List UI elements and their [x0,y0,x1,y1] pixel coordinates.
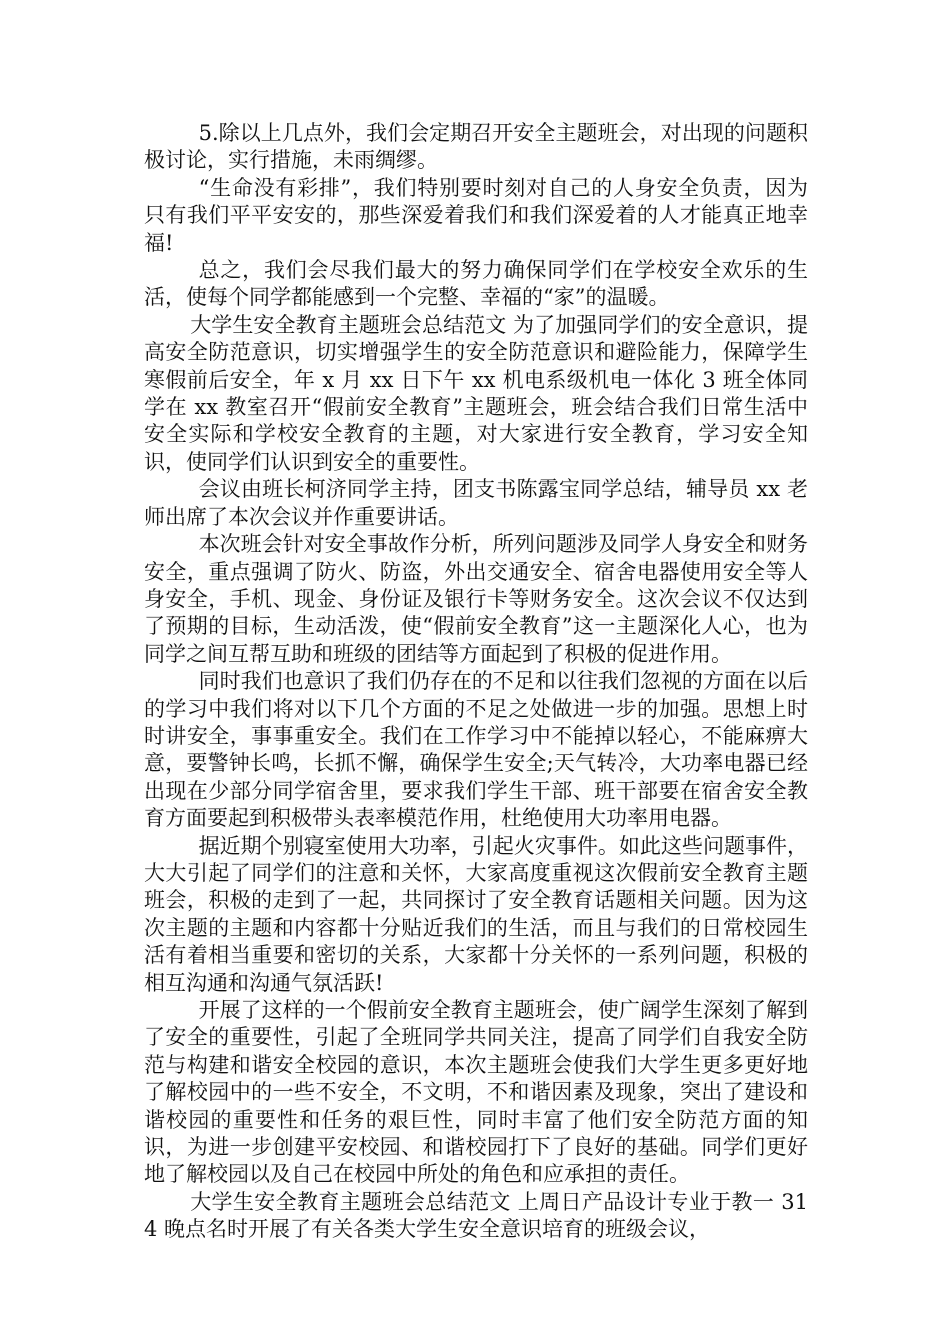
paragraph-meeting-host: 会议由班长柯济同学主持，团支书陈露宝同学总结，辅导员 xx 老师出席了本次会议并作重要讲话。 [144,477,808,529]
paragraph-no-rehearsal: “生命没有彩排”，我们特别要时刻对自己的人身安全负责，因为只有我们平平安安的，那些深爱着我们和我们深爱着的人才能真正地幸福! [144,175,808,255]
paragraph-conclusion: 总之，我们会尽我们最大的努力确保同学们在学校安全欢乐的生活，使每个同学都能感到一个完整、幸福的“家”的温暖。 [144,258,808,310]
paragraph-accident-analysis: 本次班会针对安全事故作分析，所列问题涉及同学人身安全和财务安全，重点强调了防火、防盗，外出交通安全、宿舍电器使用安全等人身安全，手机、现金、身份证及银行卡等财务安全。这次会议不仅达到了预期的目标，生动活泼，使“假前安全教育”这一主题深化人心，也为同学之间互帮互助和班级的团结等方面起到了积极的促进作用。 [144,532,808,666]
paragraph-meeting-effect: 开展了这样的一个假前安全教育主题班会，使广阔学生深刻了解到了安全的重要性，引起了全班同学共同关注，提高了同学们自我安全防范与构建和谐安全校园的意识，本次主题班会使我们大学生更多更好地了解校园中的一些不安全，不文明，不和谐因素及现象，突出了建设和谐校园的重要性和任务的艰巨性，同时丰富了他们安全防范方面的知识，为进一步创建平安校园、和谐校园打下了良好的基础。同学们更好地了解校园以及自己在校园中所处的角色和应承担的责任。 [144,998,808,1187]
paragraph-summary-sample-1: 大学生安全教育主题班会总结范文 为了加强同学们的安全意识，提高安全防范意识，切实增强学生的安全防范意识和避险能力，保障学生寒假前后安全，年 x 月 xx 日下午 xx 机电系级机电一体化 3 班全体同学在 xx 教室召开“假前安全教育”主题班会，班会结合我们日常生活中安全实际和学校安全教育的主题，对大家进行安全教育，学习安全知识，使同学们认识到安全的重要性。 [144,312,808,474]
paragraph-fire-incident: 据近期个别寝室使用大功率，引起火灾事件。如此这些问题事件，大大引起了同学们的注意和关怀，大家高度重视这次假前安全教育主题班会，积极的走到了一起，共同探讨了安全教育话题相关问题。因为这次主题的主题和内容都十分贴近我们的生活，而且与我们的日常校园生活有着相当重要和密切的关系，大家都十分关怀的一系列问题，积极的相互沟通和沟通气氛活跃! [144,833,808,995]
document-body [144,120,808,1244]
paragraph-shortcomings: 同时我们也意识了我们仍存在的不足和以往我们忽视的方面在以后的学习中我们将对以下几个方面的不足之处做进一步的加强。思想上时时讲安全，事事重安全。我们在工作学习中不能掉以轻心，不能麻痹大意，要警钟长鸣，长抓不懈，确保学生安全;天气转冷，大功率电器已经出现在少部分同学宿舍里，要求我们学生干部、班干部要在宿舍安全教育方面要起到积极带头表率模范作用，杜绝使用大功率用电器。 [144,669,808,831]
paragraph-summary-sample-2: 大学生安全教育主题班会总结范文 上周日产品设计专业于教一 314 晚点名时开展了有关各类大学生安全意识培育的班级会议， [144,1189,808,1242]
paragraph-safety-meeting: 5.除以上几点外，我们会定期召开安全主题班会，对出现的问题积极讨论，实行措施，未雨绸缪。 [144,121,808,173]
